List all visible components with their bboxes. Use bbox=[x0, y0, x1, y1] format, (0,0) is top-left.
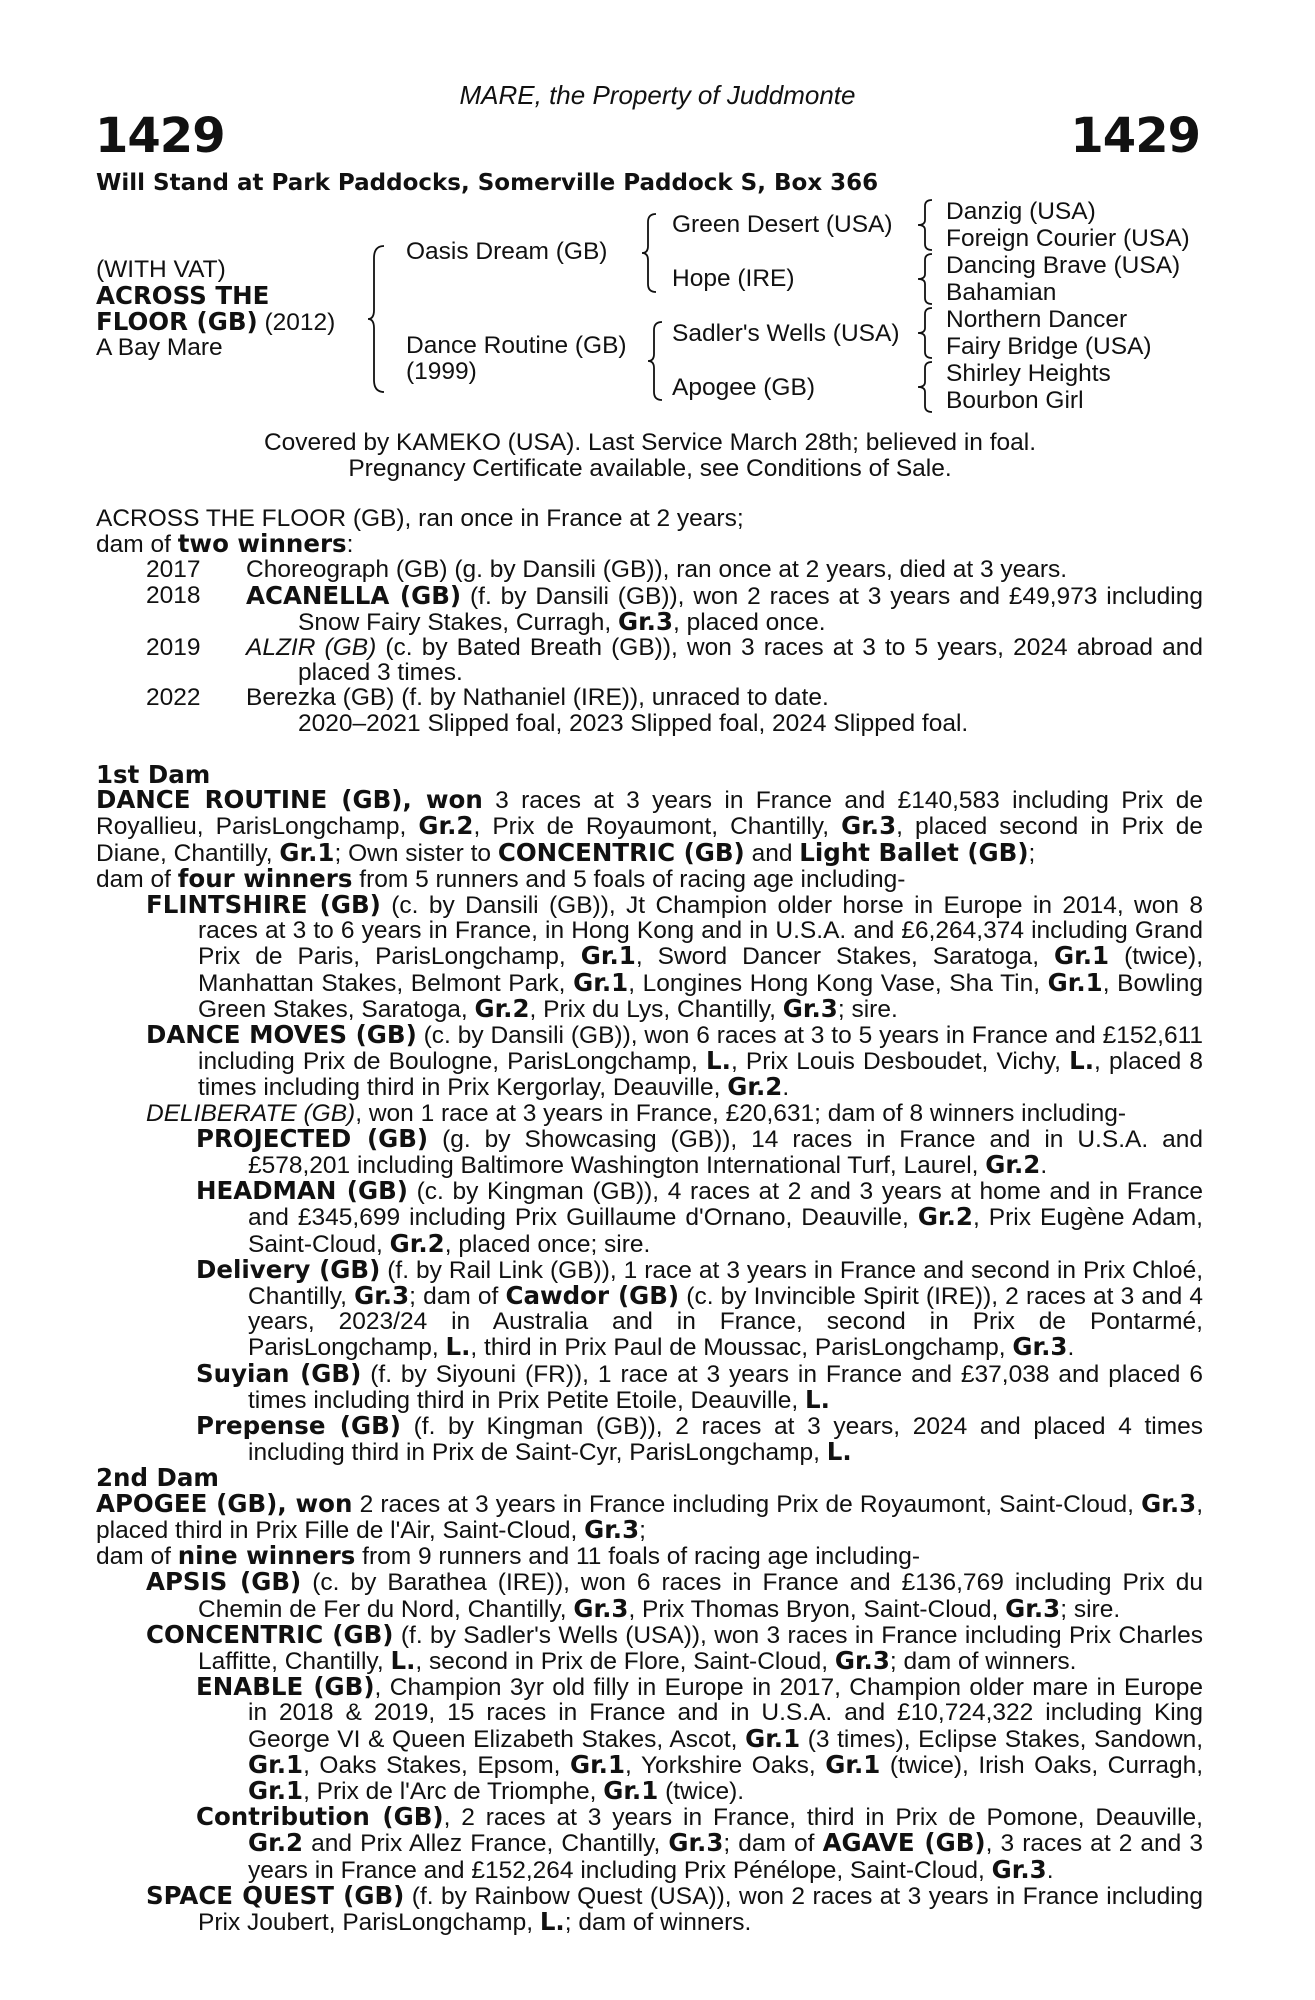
record-line: ACROSS THE FLOOR (GB), ran once in France at 2 years; bbox=[96, 505, 744, 532]
group-grade: Gr.2 bbox=[389, 1228, 445, 1258]
text: ; dam of winners. bbox=[564, 1908, 752, 1936]
text: , placed third in Prix Fille de l'Air, Saint-Cloud, bbox=[96, 1490, 1203, 1544]
text: (f. by Sadler's Wells (USA)), won 3 races in France including Prix Charles Laffitte, Chantilly, bbox=[198, 1621, 1203, 1675]
listed-grade: L. bbox=[804, 1384, 830, 1414]
text: , Yorkshire Oaks, bbox=[625, 1751, 826, 1779]
offspring-name: FLINTSHIRE (GB) bbox=[146, 890, 381, 920]
listed-grade: L. bbox=[390, 1645, 416, 1675]
text: . bbox=[782, 1074, 790, 1102]
text: (f. by Rail Link (GB)), 1 race at 3 years in France and second in Prix Chloé, Chantilly, bbox=[248, 1256, 1203, 1311]
text: and Prix Allez France, Chantilly, bbox=[303, 1830, 669, 1858]
group-grade: Gr.1 bbox=[1047, 967, 1103, 997]
offspring-name: HEADMAN (GB) bbox=[196, 1176, 408, 1206]
produce-text: Choreograph (GB) (g. by Dansili (GB)), ran once at 2 years, died at 3 years. bbox=[246, 556, 1068, 584]
text: (c. by Dansili (GB)), won 6 races at 3 to 5 years in France and £152,611 including Prix de Boulogne, ParisLongchamp, bbox=[198, 1022, 1204, 1076]
group-grade: Gr.3 bbox=[573, 1593, 629, 1623]
record-dam-of bbox=[96, 531, 1203, 557]
won-label: won bbox=[295, 1488, 353, 1518]
grand-offspring-enable bbox=[96, 1674, 1203, 1804]
dam-brace bbox=[646, 320, 668, 402]
offspring-name: Suyian (GB) bbox=[196, 1358, 362, 1388]
produce-detail: (c. by Bated Breath (GB)), won 3 races at 3 to 5 years, 2024 abroad and placed 3 times. bbox=[298, 634, 1203, 687]
produce-text: Berezka (GB) (f. by Nathaniel (IRE)), unraced to date. bbox=[246, 684, 829, 712]
produce-detail: (f. by Dansili (GB)), won 2 races at 3 years and £49,973 including Snow Fairy Stakes, Curragh, bbox=[298, 582, 1203, 636]
dam-of-count: two winners bbox=[177, 529, 347, 559]
produce-row bbox=[96, 635, 1203, 685]
produce-year: 2017 bbox=[146, 556, 201, 584]
text: (c. by Kingman (GB)), 4 races at 2 and 3 years at home and in France and £345,699 including Prix Guillaume d'Ornano, Deauville, bbox=[248, 1178, 1203, 1232]
text: , third in Prix Paul de Moussac, ParisLongchamp, bbox=[470, 1334, 1013, 1362]
group-grade: Gr.2 bbox=[985, 1150, 1041, 1180]
group-grade: Gr.2 bbox=[727, 1072, 783, 1102]
group-grade: Gr.2 bbox=[474, 993, 530, 1023]
group-grade: Gr.1 bbox=[745, 1723, 801, 1753]
offspring-entry-apsis bbox=[96, 1569, 1203, 1621]
grand-offspring-prepense bbox=[96, 1413, 1203, 1465]
text: , 3 races at 2 and 3 years in France and £152,264 including Prix Pénélope, Saint-Cloud, bbox=[248, 1830, 1203, 1884]
horse-year: (2012) bbox=[257, 309, 336, 336]
dd-brace bbox=[916, 360, 938, 414]
sd-dam: Bahamian bbox=[946, 279, 1057, 306]
winners-count: nine winners bbox=[177, 1541, 356, 1571]
text: , Sword Dancer Stakes, Saratoga, bbox=[635, 943, 1054, 971]
ss-dam: Foreign Courier (USA) bbox=[946, 225, 1190, 252]
text: ; bbox=[639, 1516, 646, 1544]
first-dam-heading: 1st Dam bbox=[96, 760, 211, 789]
grand-offspring-delivery bbox=[96, 1254, 1203, 1362]
first-dam-dam-of bbox=[96, 863, 1203, 893]
offspring-entry-concentric bbox=[96, 1619, 1203, 1675]
produce-text bbox=[246, 580, 1203, 636]
text: , Prix du Lys, Chantilly, bbox=[529, 995, 783, 1023]
text: (f. by Rainbow Quest (USA)), won 2 races at 3 years in France including Prix Joubert, ParisLongchamp, bbox=[198, 1882, 1203, 1936]
second-dam-dam-of bbox=[96, 1543, 1203, 1569]
ss-brace bbox=[916, 198, 938, 252]
sibling-name: CONCENTRIC (GB) bbox=[497, 837, 745, 867]
text: (c. by Dansili (GB)), Jt Champion older horse in Europe in 2014, won 8 races at 3 to 6 years in France, in Hong Kong and in U.S.A. and £6,264,374 including Grand Prix de Paris, ParisLongchamp, bbox=[198, 892, 1204, 971]
horse-description: A Bay Mare bbox=[96, 334, 223, 361]
comma: , bbox=[277, 1488, 296, 1518]
produce-year: 2018 bbox=[146, 581, 201, 609]
text: , second in Prix de Flore, Saint-Cloud, bbox=[415, 1647, 835, 1675]
sire-sire: Green Desert (USA) bbox=[672, 211, 893, 238]
dam-year: (1999) bbox=[406, 358, 477, 385]
covered-notice bbox=[0, 430, 1300, 482]
text: , 2 races at 3 years in France, third in Prix de Pomone, Deauville, bbox=[443, 1804, 1203, 1832]
ds-sire: Northern Dancer bbox=[946, 306, 1128, 333]
group-grade: Gr.1 bbox=[1054, 941, 1110, 971]
text: (f. by Kingman (GB)), 2 races at 3 years, 2024 and placed 4 times including third in Prix de Saint-Cyr, ParisLongchamp, bbox=[248, 1413, 1203, 1467]
offspring-name: DELIBERATE (GB) bbox=[146, 1099, 356, 1127]
grand-offspring-contribution bbox=[96, 1804, 1203, 1883]
group-grade: Gr.3 bbox=[991, 1854, 1047, 1884]
horse-name-text1: ACROSS THE bbox=[96, 281, 270, 310]
group-grade: Gr.3 bbox=[841, 811, 897, 841]
group-grade: Gr.3 bbox=[617, 606, 674, 636]
text: dam of bbox=[96, 865, 178, 893]
offspring-name: ENABLE (GB) bbox=[196, 1672, 375, 1702]
offspring-name: AGAVE (GB) bbox=[822, 1828, 986, 1858]
second-dam-heading: 2nd Dam bbox=[96, 1463, 219, 1493]
listed-grade: L. bbox=[539, 1906, 565, 1936]
offspring-entry-deliberate bbox=[96, 1101, 1203, 1126]
text: . bbox=[1067, 1334, 1075, 1362]
produce-year: 2019 bbox=[146, 634, 201, 662]
text: , Oaks Stakes, Epsom, bbox=[303, 1751, 570, 1779]
listed-grade: L. bbox=[445, 1332, 471, 1362]
dd-dam: Bourbon Girl bbox=[946, 387, 1084, 414]
dam-sire: Sadler's Wells (USA) bbox=[672, 320, 900, 347]
produce-tail: , placed once. bbox=[673, 608, 826, 636]
grand-offspring-suyian bbox=[96, 1358, 1203, 1414]
text: ; dam of bbox=[409, 1283, 506, 1311]
sire-name: Oasis Dream (GB) bbox=[406, 238, 608, 265]
dam-name: Dance Routine (GB) bbox=[406, 332, 627, 359]
offspring-entry-space-quest bbox=[96, 1880, 1203, 1936]
first-dam-section bbox=[96, 762, 1203, 1935]
sire-brace bbox=[640, 212, 662, 294]
group-grade: Gr.3 bbox=[354, 1281, 410, 1311]
slipped-foals: 2020–2021 Slipped foal, 2023 Slipped foal, 2024 Slipped foal. bbox=[298, 709, 969, 737]
text: (g. by Showcasing (GB)), 14 races in France and in U.S.A. and £578,201 including Baltimore Washington International Turf, Laurel, bbox=[248, 1125, 1203, 1180]
covered-line2: Pregnancy Certificate available, see Conditions of Sale. bbox=[348, 455, 952, 482]
dam-name: APOGEE (GB) bbox=[96, 1488, 278, 1518]
offspring-name: Cawdor (GB) bbox=[505, 1281, 680, 1311]
horse-name-line2 bbox=[96, 308, 335, 337]
text: ; dam of bbox=[723, 1830, 823, 1858]
comma: , bbox=[402, 785, 426, 815]
text: ; dam of winners. bbox=[889, 1647, 1077, 1675]
won-label: won bbox=[425, 785, 483, 815]
text: (c. by Invincible Spirit (IRE)), 2 races at 3 and 4 years, 2023/24 in Australia and in France, second in Prix de Pontarmé, ParisLongchamp, bbox=[248, 1283, 1203, 1362]
group-grade: Gr.1 bbox=[279, 837, 335, 867]
text: , Bowling Green Stakes, Saratoga, bbox=[198, 969, 1203, 1023]
text: (3 times), Eclipse Stakes, Sandown, bbox=[800, 1725, 1203, 1753]
dam-name: DANCE ROUTINE (GB) bbox=[96, 785, 403, 815]
offspring-name: PROJECTED (GB) bbox=[196, 1123, 429, 1153]
winners-count: four winners bbox=[177, 863, 353, 893]
text: . bbox=[1040, 1152, 1048, 1180]
produce-name: ALZIR (GB) bbox=[246, 634, 377, 662]
stand-location: Will Stand at Park Paddocks, Somerville Paddock S, Box 366 bbox=[96, 170, 879, 196]
text: , Prix de l'Arc de Triomphe, bbox=[303, 1777, 604, 1805]
sd-brace bbox=[916, 252, 938, 306]
sire-dam: Hope (IRE) bbox=[672, 265, 795, 292]
listed-grade: L. bbox=[826, 1437, 852, 1467]
produce-row bbox=[96, 557, 1203, 582]
first-dam-summary bbox=[96, 787, 1203, 866]
lot-number-left: 1429 bbox=[95, 108, 225, 164]
offspring-name: Contribution (GB) bbox=[196, 1802, 444, 1832]
text: (c. by Barathea (IRE)), won 6 races in France and £136,769 including Prix du Chemin de Fer du Nord, Chantilly, bbox=[198, 1569, 1203, 1623]
text: , Prix Eugène Adam, Saint-Cloud, bbox=[248, 1204, 1203, 1258]
text: , placed once; sire. bbox=[444, 1230, 651, 1258]
text: (twice). bbox=[658, 1777, 745, 1805]
listed-grade: L. bbox=[1069, 1046, 1095, 1076]
group-grade: Gr.3 bbox=[782, 993, 838, 1023]
sd-sire: Dancing Brave (USA) bbox=[946, 252, 1181, 279]
listed-grade: L. bbox=[706, 1046, 731, 1076]
text: . bbox=[1046, 1856, 1054, 1884]
offspring-name: APSIS (GB) bbox=[146, 1567, 302, 1597]
grand-offspring-projected bbox=[96, 1123, 1203, 1180]
produce-row bbox=[96, 685, 1203, 710]
group-grade: Gr.2 bbox=[917, 1202, 973, 1232]
offspring-entry-flintshire bbox=[96, 892, 1203, 1022]
group-grade: Gr.3 bbox=[1141, 1488, 1197, 1518]
dam-of-suffix: : bbox=[346, 531, 354, 559]
group-grade: Gr.1 bbox=[825, 1749, 881, 1779]
text: (twice), Irish Oaks, Curragh, bbox=[880, 1751, 1204, 1779]
text: , Longines Hong Kong Vase, Sha Tin, bbox=[628, 969, 1048, 997]
text: and bbox=[744, 839, 800, 867]
horse-name-text2: FLOOR (GB) bbox=[96, 307, 258, 336]
vat-label: (WITH VAT) bbox=[96, 256, 226, 283]
text: , Prix Thomas Bryon, Saint-Cloud, bbox=[628, 1595, 1006, 1623]
offspring-name: Prepense (GB) bbox=[196, 1411, 401, 1441]
text: ; bbox=[1028, 839, 1036, 867]
group-grade: Gr.2 bbox=[418, 811, 474, 841]
group-grade: Gr.3 bbox=[584, 1514, 640, 1544]
text: from 9 runners and 11 foals of racing age including- bbox=[355, 1543, 921, 1571]
group-grade: Gr.1 bbox=[569, 1749, 626, 1779]
group-grade: Gr.1 bbox=[603, 1775, 659, 1805]
group-grade: Gr.1 bbox=[248, 1775, 304, 1805]
text: , won 1 race at 3 years in France, £20,631; dam of 8 winners including- bbox=[355, 1099, 1127, 1127]
text: , Champion 3yr old filly in Europe in 2017, Champion older mare in Europe in 2018 & 2019, 15 races in France and in U.S.A. and £10,724,322 including King George VI & Queen Elizabeth Stakes, Ascot, bbox=[248, 1674, 1203, 1753]
group-grade: Gr.2 bbox=[248, 1828, 304, 1858]
group-grade: Gr.3 bbox=[834, 1645, 890, 1675]
offspring-name: Delivery (GB) bbox=[196, 1254, 381, 1284]
text: , placed 8 times including third in Prix Kergorlay, Deauville, bbox=[198, 1048, 1204, 1102]
dam-of-prefix: dam of bbox=[96, 531, 178, 559]
produce-name: ACANELLA (GB) bbox=[246, 580, 462, 610]
grand-offspring-headman bbox=[96, 1178, 1203, 1257]
vendor-line: MARE, the Property of Juddmonte bbox=[459, 80, 856, 110]
produce-row bbox=[96, 580, 1203, 636]
offspring-name: SPACE QUEST (GB) bbox=[146, 1880, 405, 1910]
offspring-name: CONCENTRIC (GB) bbox=[146, 1619, 394, 1649]
text: dam of bbox=[96, 1543, 178, 1571]
group-grade: Gr.1 bbox=[248, 1749, 304, 1779]
text: 2 races at 3 years in France including Prix de Royaumont, Saint-Cloud, bbox=[352, 1490, 1142, 1518]
group-grade: Gr.3 bbox=[1005, 1593, 1061, 1623]
main-brace bbox=[366, 244, 390, 394]
ds-brace bbox=[916, 306, 938, 360]
text: , Prix de Royaumont, Chantilly, bbox=[473, 813, 842, 841]
group-grade: Gr.1 bbox=[573, 967, 629, 997]
offspring-entry-dance-moves bbox=[96, 1022, 1203, 1101]
lot-number-right: 1429 bbox=[1070, 108, 1200, 164]
text: from 5 runners and 5 foals of racing age including- bbox=[352, 865, 906, 893]
text: , placed second in Prix de Diane, Chantilly, bbox=[96, 813, 1203, 867]
offspring-name: DANCE MOVES (GB) bbox=[146, 1020, 417, 1050]
second-dam-summary bbox=[96, 1488, 1203, 1544]
text: (f. by Siyouni (FR)), 1 race at 3 years in France and £37,038 and placed 6 times including third in Prix Petite Etoile, Deauville, bbox=[248, 1360, 1203, 1414]
dam-dam: Apogee (GB) bbox=[672, 374, 815, 401]
produce-year: 2022 bbox=[146, 684, 201, 712]
produce-record bbox=[96, 506, 1203, 736]
ds-dam: Fairy Bridge (USA) bbox=[946, 333, 1152, 360]
sibling-name: Light Ballet (GB) bbox=[799, 837, 1029, 867]
text: ; sire. bbox=[1060, 1595, 1121, 1623]
group-grade: Gr.3 bbox=[1012, 1332, 1068, 1362]
ss-sire: Danzig (USA) bbox=[946, 198, 1096, 225]
produce-text bbox=[246, 635, 1203, 685]
group-grade: Gr.1 bbox=[580, 941, 636, 971]
group-grade: Gr.3 bbox=[668, 1828, 724, 1858]
text: 3 races at 3 years in France and £140,583 including Prix de Royallieu, ParisLongchamp, bbox=[96, 787, 1203, 841]
text: , Prix Louis Desboudet, Vichy, bbox=[730, 1048, 1070, 1076]
covered-line1: Covered by KAMEKO (USA). Last Service March 28th; believed in foal. bbox=[263, 429, 1037, 456]
text: (twice), Manhattan Stakes, Belmont Park, bbox=[198, 943, 1204, 997]
dd-sire: Shirley Heights bbox=[946, 360, 1111, 387]
text: ; Own sister to bbox=[334, 839, 498, 867]
text: ; sire. bbox=[837, 995, 898, 1023]
